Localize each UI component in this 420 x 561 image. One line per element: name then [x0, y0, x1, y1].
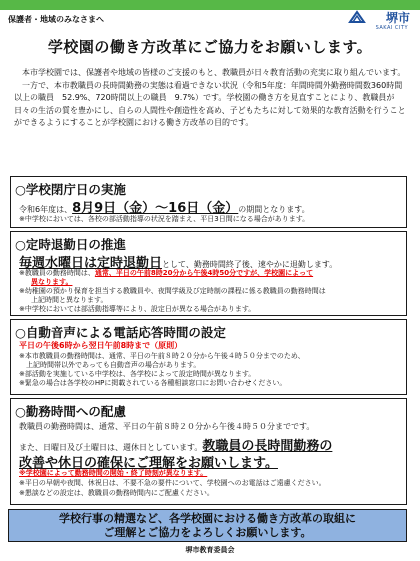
leave-day-highlight: 毎週水曜日は定時退勤日: [19, 256, 163, 271]
closure-period-line: 令和6年度は、8月9日（金）～16日（金）の期間となります。: [19, 201, 310, 216]
logo-sub: SAKAI CITY: [375, 25, 408, 31]
leave-day-line: 毎週水曜日は定時退勤日として、勤務時間終了後、速やかに退勤します。: [19, 256, 338, 271]
leave-note-cont: 上記時間と異なります。: [31, 296, 108, 304]
working-hours-line: 教職員の勤務時間は、通常、平日の午前８時２０分から午後４時５０分までです。: [19, 422, 315, 431]
sakai-city-logo: [340, 6, 410, 34]
section-title: ○学校閉庁日の実施: [15, 182, 126, 197]
auto-voice-note: 上記時間帯以外であっても自動音声の場合があります。: [19, 361, 201, 369]
intro-text: [14, 67, 408, 130]
intro-paragraph: 一方で、本市教職員の長時間勤務の実態は看過できない状況（令和5年度：年間時間外勤務時間数360時間以上の職員 52.9%、720時間以上の職員 9.7%）です。学校園の働き方を見直すことにより、教職員が日々の生活の質を豊かにし、自らの人間性や創造性を高め、子どもたちに対して効果的な教育活動を行うことができるようにすることが学校園における働き方改革の目的です。: [14, 80, 406, 127]
page-title: 学校園の働き方改革にご協力をお願いします。: [47, 38, 373, 56]
auto-voice-note: ※部活動を実施している中学校は、各学校によって設定時間が異なります。: [19, 370, 256, 378]
intro-paragraph: 本市学校園では、保護者や地域の皆様のご支援のもと、教職員が日々教育活動の充実に取り組んでいます。: [22, 68, 406, 77]
closing-message: [8, 509, 407, 542]
leave-note-cont: 異なります。: [31, 278, 73, 286]
closing-line: 学校行事の精選など、各学校園における働き方改革の取組に: [59, 512, 356, 525]
auto-voice-note: ※緊急の場合は各学校のHPに掲載されている各種相談窓口にお問い合わせください。: [19, 379, 287, 387]
leave-note: ※中学校においては部活動指導等により、設定日が異なる場合があります。: [19, 305, 256, 313]
section-title: ○勤務時間への配慮: [15, 404, 126, 419]
leave-note: ※幼稚園の預かり保育を担当する教職員や、夜間学級及び定時制の課程に係る教職員の勤務時間は: [19, 287, 326, 295]
section-title: ○自動音声による電話応答時間の設定: [15, 325, 226, 340]
leave-note: ※教職員の勤務時間は、通常、平日の午前8時20分から午後4時50分ですが、学校園によって: [19, 269, 314, 277]
logo-name: 堺市: [385, 11, 410, 25]
working-hours-red-note: ※学校園によって勤務時間の開始・終了時刻が異なります。: [19, 469, 208, 477]
working-hours-note: ※懇談などの設定は、教職員の勤務時間内にご配慮ください。: [19, 489, 214, 497]
working-hours-line: また、日曜日及び土曜日は、週休日としています。教職員の長時間勤務の: [19, 439, 333, 454]
closure-dates: 8月9日（金）～16日（金）: [72, 201, 239, 216]
closure-note: ※中学校においては、各校の部活動指導の状況を踏まえ、平日3日間になる場合があります。: [19, 215, 310, 223]
section-auto-voice: [10, 319, 407, 395]
section-title: ○定時退勤日の推進: [15, 237, 126, 252]
audience-label: 保護者・地域のみなさまへ: [8, 15, 104, 24]
issuer-name: 堺市教育委員会: [185, 546, 235, 554]
auto-voice-note: ※本市教職員の勤務時間は、通常、平日の午前８時２０分から午後４時５０分までのため、: [19, 352, 305, 360]
working-hours-note: ※平日の早朝や夜間、休祝日は、不要不急の要件について、学校園へのお電話はご遠慮ください。: [19, 479, 326, 487]
working-hours-request: 改善や休日の確保にご理解をお願いします。: [19, 456, 278, 471]
closing-line: ご理解とご協力をよろしくお願いします。: [103, 526, 312, 539]
section-school-closure: [10, 176, 407, 228]
city-emblem-icon: [348, 9, 366, 25]
section-working-hours: [10, 398, 407, 505]
section-on-time-leave: [10, 231, 407, 316]
auto-voice-hours: 平日の午後6時から翌日午前8時まで（原則）: [19, 341, 183, 350]
